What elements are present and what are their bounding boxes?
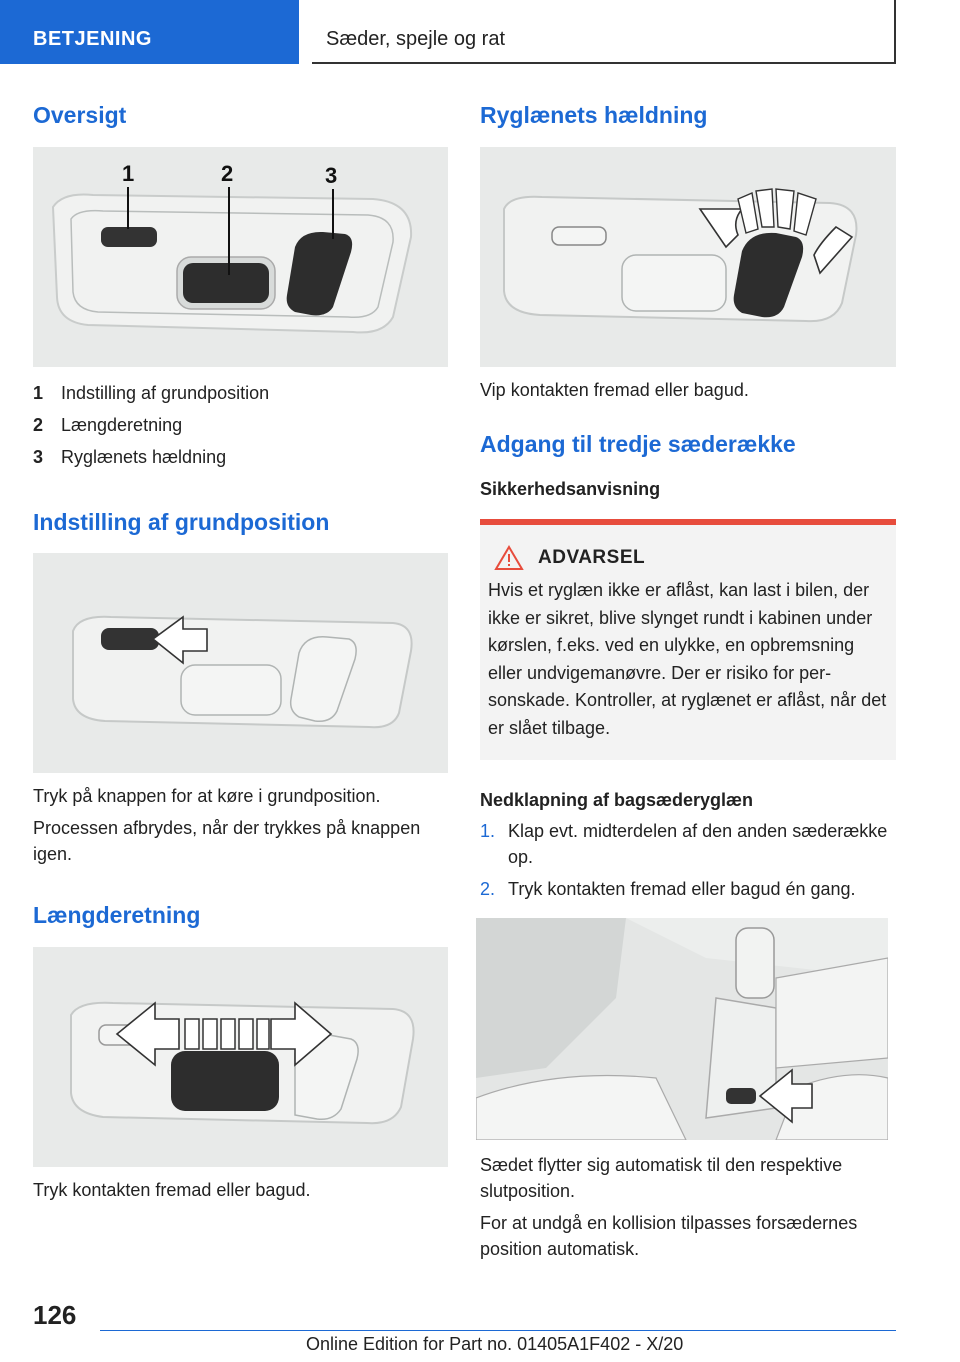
fold-collision-note: For at undgå en kollision tilpasses forsædernes position automatisk.	[480, 1213, 858, 1259]
section-tab	[0, 0, 299, 64]
legend-list	[33, 377, 448, 473]
legend-item	[33, 377, 448, 409]
legend-text: Længderetning	[61, 415, 183, 435]
callout-1: 1	[122, 161, 135, 186]
legend-item	[33, 441, 448, 473]
step-text: Klap evt. midterdelen af den anden sæderække op.	[508, 821, 888, 867]
legend-text: Ryglænets hældning	[61, 447, 227, 467]
step-item	[480, 818, 896, 870]
callout-3: 3	[325, 163, 338, 188]
legend-text: Indstilling af grundposition	[61, 383, 270, 403]
basic-position-illustration	[33, 553, 448, 773]
basic-interrupt-note: Processen afbrydes, når der trykkes på knappen igen.	[33, 818, 421, 864]
seat-switch-overview-illustration	[33, 147, 448, 367]
safety-subheading: Sikkerhedsanvisning	[480, 479, 661, 499]
figure-basic-position-button	[33, 553, 448, 773]
warning-triangle-icon	[494, 545, 524, 571]
warning-text: Hvis et ryglæn ikke er aflåst, kan last i bilen, der ikke er sikret, blive slynget rundt i kabinen under kørslen, f.eks. ved en ulykke, en opbremsning eller undvigemanøvre. Der er risiko for personskade. Kontroller, at ryglænet er aflåst, når det er slået tilbage.	[488, 580, 887, 738]
topic-title: Sæder, spejle og rat	[326, 28, 505, 50]
fold-heading: Nedklapning af bagsæderyglæn	[480, 790, 754, 810]
step-number: 1.	[480, 821, 496, 841]
warning-header	[494, 545, 888, 571]
right-column	[480, 100, 896, 1262]
figure-rear-seat-switch	[476, 918, 888, 1140]
heading-basic-position: Indstilling af grundposition	[33, 509, 330, 535]
fold-result: Sædet flytter sig automatisk til den respektive slutposition.	[480, 1155, 843, 1201]
step-item	[480, 876, 896, 902]
legend-number: 3	[33, 447, 44, 467]
legend-number: 1	[33, 383, 44, 403]
warning-title: ADVARSEL	[538, 547, 646, 568]
heading-backrest: Ryglænets hældning	[480, 102, 708, 128]
fold-steps	[480, 818, 896, 902]
heading-overview: Oversigt	[33, 102, 127, 128]
legend-item	[33, 409, 448, 441]
step-text: Tryk kontakten fremad eller bagud én gang.	[508, 879, 856, 899]
topic-header	[312, 0, 896, 64]
section-title: BETJENING	[33, 28, 152, 50]
heading-longitudinal: Længderetning	[33, 902, 201, 928]
heading-third-row: Adgang til tredje sæderække	[480, 431, 796, 457]
left-column	[33, 100, 448, 1203]
backrest-illustration	[480, 147, 896, 367]
legend-number: 2	[33, 415, 44, 435]
rear-seat-illustration	[476, 918, 888, 1140]
footer-rule	[100, 1330, 896, 1331]
page-number: 126	[33, 1300, 77, 1330]
footer-edition: Online Edition for Part no. 01405A1F402 - X/20	[306, 1334, 684, 1354]
figure-backrest-switch	[480, 147, 896, 367]
figure-longitudinal-switch	[33, 947, 448, 1167]
backrest-instruction: Vip kontakten fremad eller bagud.	[480, 380, 749, 400]
callout-2: 2	[221, 161, 234, 186]
longitudinal-instruction: Tryk kontakten fremad eller bagud.	[33, 1180, 311, 1200]
step-number: 2.	[480, 879, 496, 899]
warning-box	[480, 519, 896, 760]
longitudinal-illustration	[33, 947, 448, 1167]
basic-instruction: Tryk på knappen for at køre i grundposition.	[33, 786, 381, 806]
figure-seat-switch-overview	[33, 147, 448, 367]
